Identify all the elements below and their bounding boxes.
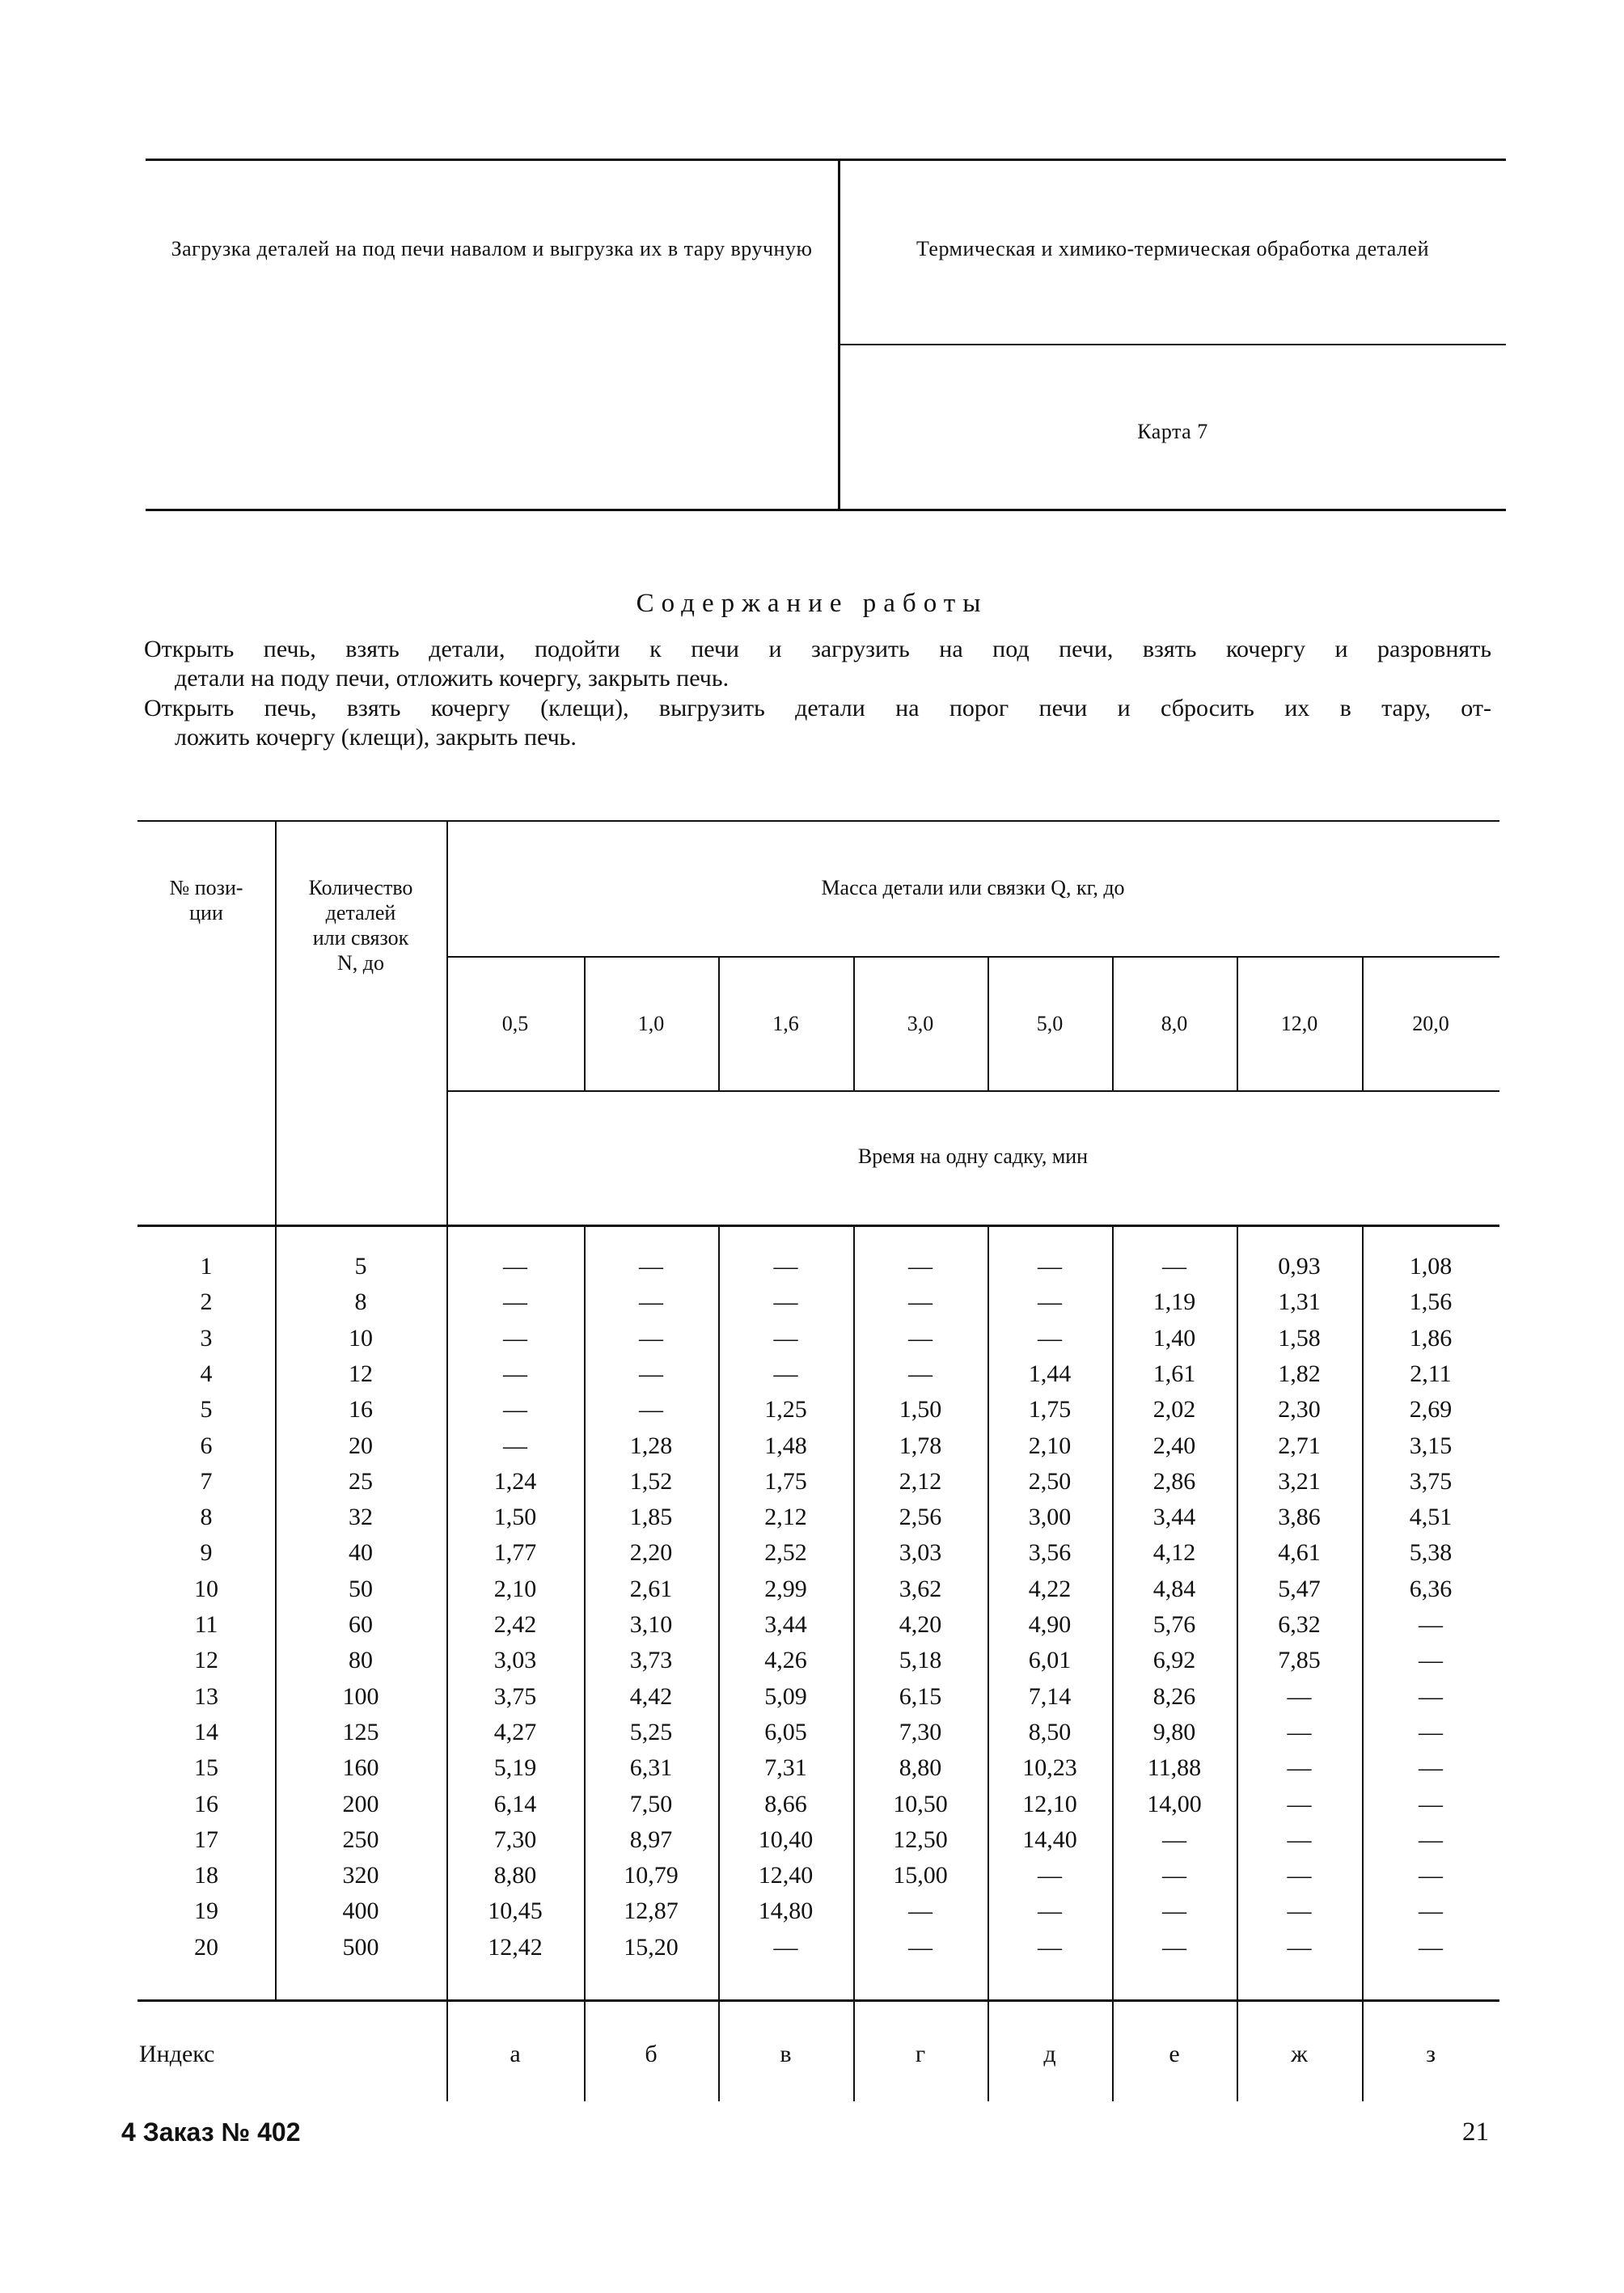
time-value-cell: 1,85 [629, 1504, 673, 1530]
time-value-cell: — [639, 1360, 663, 1387]
time-value-cell: 3,10 [629, 1611, 673, 1638]
index-cell: в [780, 2041, 792, 2067]
index-cell: з [1426, 2041, 1436, 2067]
time-value-cell: 4,20 [899, 1611, 942, 1638]
time-value-cell: 3,86 [1278, 1504, 1321, 1530]
time-value-cell: — [908, 1288, 933, 1315]
time-value-cell: 1,48 [764, 1432, 807, 1459]
time-value-cell: — [1419, 1862, 1443, 1889]
time-value-cell: 8,80 [899, 1754, 942, 1781]
count-cell: 200 [342, 1791, 379, 1817]
count-cell: 20 [349, 1432, 373, 1459]
time-value-cell: 5,19 [493, 1754, 537, 1781]
time-value-cell: 2,20 [629, 1539, 673, 1566]
count-cell: 160 [342, 1754, 379, 1781]
time-value-cell: 2,10 [1028, 1432, 1072, 1459]
time-value-cell: 4,27 [493, 1719, 537, 1745]
time-value-cell: 5,09 [764, 1683, 807, 1710]
time-value-cell: — [1419, 1683, 1443, 1710]
time-value-cell: 2,61 [629, 1576, 673, 1602]
time-value-cell: — [1287, 1897, 1312, 1924]
time-value-cell: 3,15 [1409, 1432, 1453, 1459]
time-value-cell: — [1162, 1826, 1186, 1853]
time-value-cell: 1,75 [1028, 1396, 1072, 1423]
time-value-cell: — [639, 1396, 663, 1423]
time-value-cell: — [1419, 1791, 1443, 1817]
time-value-cell: 3,44 [764, 1611, 807, 1638]
time-value-cell: 12,40 [758, 1862, 814, 1889]
count-cell: 25 [349, 1468, 373, 1495]
index-cell: д [1043, 2041, 1056, 2067]
count-cell: 12 [349, 1360, 373, 1387]
time-value-cell: 1,58 [1278, 1325, 1321, 1352]
table-rule-header [137, 1225, 1499, 1227]
table-rule-top [137, 820, 1499, 822]
time-value-cell: — [503, 1253, 527, 1280]
mass-column-header: 0,5 [501, 1012, 529, 1035]
time-value-cell: — [773, 1288, 798, 1315]
time-value-cell: — [1287, 1862, 1312, 1889]
time-value-cell: — [773, 1325, 798, 1352]
count-cell: 125 [342, 1719, 379, 1745]
paragraph-line: Открыть печь, взять кочергу (клещи), выгрузить детали на порог печи и сбросить их в тару, от- [144, 695, 1491, 721]
time-value-cell: — [1038, 1253, 1062, 1280]
work-paragraph-1 [144, 635, 1491, 693]
time-value-cell: 2,12 [899, 1468, 942, 1495]
time-value-cell: 11,88 [1147, 1754, 1202, 1781]
time-value-cell: — [1162, 1897, 1186, 1924]
mass-column-header: 8,0 [1161, 1012, 1188, 1035]
time-value-cell: 3,03 [493, 1647, 537, 1673]
time-value-cell: 1,08 [1409, 1253, 1453, 1280]
time-value-cell: 1,61 [1152, 1360, 1196, 1387]
time-value-cell: — [1419, 1719, 1443, 1745]
index-cell: ж [1291, 2041, 1308, 2067]
time-value-cell: 1,77 [493, 1539, 537, 1566]
position-cell: 15 [194, 1754, 218, 1781]
time-value-cell: 1,75 [764, 1468, 807, 1495]
position-cell: 2 [200, 1288, 213, 1315]
time-value-cell: 3,56 [1028, 1539, 1072, 1566]
section-title: Содержание работы [636, 589, 988, 618]
time-value-cell: 3,00 [1028, 1504, 1072, 1530]
time-value-cell: 12,50 [893, 1826, 948, 1853]
time-value-cell: 4,22 [1028, 1576, 1072, 1602]
time-value-cell: 1,50 [493, 1504, 537, 1530]
time-value-cell: — [639, 1325, 663, 1352]
count-cell: 5 [354, 1253, 367, 1280]
position-cell: 12 [194, 1647, 218, 1673]
count-cell: 250 [342, 1826, 379, 1853]
work-paragraph-2 [144, 694, 1491, 752]
time-value-cell: — [773, 1253, 798, 1280]
position-cell: 19 [194, 1897, 218, 1924]
time-value-cell: 2,42 [493, 1611, 537, 1638]
time-value-cell: — [1419, 1754, 1443, 1781]
header-divider-vertical [838, 161, 840, 509]
time-value-cell: 7,30 [493, 1826, 537, 1853]
time-value-cell: 1,50 [899, 1396, 942, 1423]
norms-table [137, 820, 1499, 2101]
time-value-cell: 5,18 [899, 1647, 942, 1673]
count-cell: 10 [349, 1325, 373, 1352]
time-value-cell: 1,44 [1028, 1360, 1072, 1387]
count-cell: 60 [349, 1611, 373, 1638]
time-value-cell: — [773, 1360, 798, 1387]
position-cell: 11 [194, 1611, 218, 1638]
time-value-cell: — [503, 1288, 527, 1315]
time-value-cell: — [1419, 1934, 1443, 1961]
mass-column-header: 20,0 [1412, 1012, 1449, 1035]
position-cell: 20 [194, 1934, 218, 1961]
time-value-cell: 8,26 [1152, 1683, 1196, 1710]
col-header-count: Количество деталей или связок N, до [308, 876, 413, 975]
time-value-cell: 12,42 [488, 1934, 543, 1961]
time-value-cell: 6,15 [899, 1683, 942, 1710]
time-value-cell: 8,50 [1028, 1719, 1072, 1745]
time-value-cell: — [503, 1360, 527, 1387]
time-value-cell: 2,56 [899, 1504, 942, 1530]
time-value-cell: 4,61 [1278, 1539, 1321, 1566]
time-value-cell: 9,80 [1152, 1719, 1196, 1745]
time-value-cell: — [1287, 1934, 1312, 1961]
time-value-cell: 14,40 [1022, 1826, 1077, 1853]
position-cell: 16 [194, 1791, 218, 1817]
time-header: Время на одну садку, мин [857, 1144, 1089, 1168]
time-value-cell: 3,73 [629, 1647, 673, 1673]
time-value-cell: — [1038, 1862, 1062, 1889]
count-cell: 40 [349, 1539, 373, 1566]
time-value-cell: — [1162, 1253, 1186, 1280]
time-value-cell: 6,92 [1152, 1647, 1196, 1673]
operation-title: Загрузка деталей на под печи навалом и выгрузка их в тару вручную [171, 237, 813, 260]
time-value-cell: 2,52 [764, 1539, 807, 1566]
time-value-cell: — [1419, 1826, 1443, 1853]
mass-column-header: 1,6 [772, 1012, 799, 1035]
time-value-cell: 10,23 [1022, 1754, 1077, 1781]
header-block [146, 159, 1506, 511]
position-cell: 17 [194, 1826, 218, 1853]
time-value-cell: 8,97 [629, 1826, 673, 1853]
time-value-cell: 0,93 [1278, 1253, 1321, 1280]
time-value-cell: — [773, 1934, 798, 1961]
table-rule-mass [446, 956, 1499, 958]
time-value-cell: — [1419, 1897, 1443, 1924]
time-value-cell: 6,01 [1028, 1647, 1072, 1673]
count-cell: 320 [342, 1862, 379, 1889]
time-value-cell: — [639, 1288, 663, 1315]
time-value-cell: — [908, 1360, 933, 1387]
time-value-cell: — [1038, 1897, 1062, 1924]
time-value-cell: — [908, 1325, 933, 1352]
time-value-cell: 10,50 [893, 1791, 948, 1817]
time-value-cell: 2,11 [1410, 1360, 1452, 1387]
time-value-cell: 1,31 [1278, 1288, 1321, 1315]
time-value-cell: 4,12 [1152, 1539, 1196, 1566]
count-cell: 8 [354, 1288, 367, 1315]
time-value-cell: 2,30 [1278, 1396, 1321, 1423]
time-value-cell: 4,42 [629, 1683, 673, 1710]
time-value-cell: 4,26 [764, 1647, 807, 1673]
time-value-cell: 10,45 [488, 1897, 543, 1924]
time-value-cell: 2,69 [1409, 1396, 1453, 1423]
time-value-cell: — [1287, 1754, 1312, 1781]
order-number: 4 Заказ № 402 [121, 2117, 301, 2147]
time-value-cell: 6,32 [1278, 1611, 1321, 1638]
mass-column-header: 1,0 [637, 1012, 665, 1035]
position-cell: 5 [200, 1396, 213, 1423]
time-value-cell: 2,02 [1152, 1396, 1196, 1423]
page-number: 21 [1462, 2117, 1489, 2147]
position-cell: 3 [200, 1325, 213, 1352]
time-value-cell: 3,21 [1278, 1468, 1321, 1495]
mass-column-header: 12,0 [1280, 1012, 1318, 1035]
time-value-cell: — [1162, 1934, 1186, 1961]
index-cell: е [1169, 2041, 1180, 2067]
mass-column-header: 5,0 [1036, 1012, 1064, 1035]
time-value-cell: 2,50 [1028, 1468, 1072, 1495]
position-cell: 13 [194, 1683, 218, 1710]
time-value-cell: 1,28 [629, 1432, 673, 1459]
time-value-cell: 7,31 [764, 1754, 807, 1781]
time-value-cell: 6,31 [629, 1754, 673, 1781]
time-value-cell: 1,86 [1409, 1325, 1453, 1352]
time-value-cell: 1,40 [1152, 1325, 1196, 1352]
time-value-cell: — [908, 1897, 933, 1924]
count-cell: 50 [349, 1576, 373, 1602]
time-value-cell: 1,82 [1278, 1360, 1321, 1387]
time-value-cell: 6,36 [1409, 1576, 1453, 1602]
time-value-cell: 4,51 [1409, 1504, 1453, 1530]
time-value-cell: 6,05 [764, 1719, 807, 1745]
time-value-cell: 6,14 [493, 1791, 537, 1817]
time-value-cell: — [1038, 1288, 1062, 1315]
time-value-cell: 8,80 [493, 1862, 537, 1889]
table-rule-body-end [137, 1999, 1499, 2002]
time-value-cell: 12,10 [1022, 1791, 1077, 1817]
position-cell: 1 [200, 1253, 213, 1280]
time-value-cell: 5,25 [629, 1719, 673, 1745]
time-value-cell: 7,14 [1028, 1683, 1072, 1710]
paragraph-line: ложить кочергу (клещи), закрыть печь. [175, 724, 577, 751]
mass-column-header: 3,0 [907, 1012, 934, 1035]
time-value-cell: — [908, 1253, 933, 1280]
time-value-cell: 14,00 [1147, 1791, 1202, 1817]
index-cell: б [645, 2041, 658, 2067]
count-cell: 80 [349, 1647, 373, 1673]
time-value-cell: — [1162, 1862, 1186, 1889]
count-cell: 16 [349, 1396, 373, 1423]
time-value-cell: 5,76 [1152, 1611, 1196, 1638]
time-value-cell: 1,52 [629, 1468, 673, 1495]
time-value-cell: 3,44 [1152, 1504, 1196, 1530]
position-cell: 6 [200, 1432, 213, 1459]
paragraph-line: детали на поду печи, отложить кочергу, закрыть печь. [175, 665, 730, 692]
time-value-cell: 3,62 [899, 1576, 942, 1602]
time-value-cell: 10,79 [624, 1862, 679, 1889]
time-value-cell: 1,78 [899, 1432, 942, 1459]
mass-header: Масса детали или связки Q, кг, до [821, 876, 1125, 899]
time-value-cell: 2,12 [764, 1504, 807, 1530]
time-value-cell: — [1287, 1791, 1312, 1817]
count-cell: 32 [349, 1504, 373, 1530]
time-value-cell: 7,50 [629, 1791, 673, 1817]
position-cell: 10 [194, 1576, 218, 1602]
time-value-cell: 1,24 [493, 1468, 537, 1495]
time-value-cell: 4,90 [1028, 1611, 1072, 1638]
time-value-cell: 2,71 [1278, 1432, 1321, 1459]
paragraph-line: Открыть печь, взять детали, подойти к печи и загрузить на под печи, взять кочергу и разровнять [144, 636, 1491, 662]
time-value-cell: — [1287, 1719, 1312, 1745]
card-number: Карта 7 [1137, 420, 1208, 443]
position-cell: 7 [200, 1468, 213, 1495]
time-value-cell: — [1038, 1934, 1062, 1961]
time-value-cell: 3,75 [493, 1683, 537, 1710]
count-cell: 100 [342, 1683, 379, 1710]
time-value-cell: — [639, 1253, 663, 1280]
time-value-cell: 14,80 [758, 1897, 814, 1924]
index-cell: г [915, 2041, 926, 2067]
header-divider-horizontal [839, 344, 1506, 345]
position-cell: 18 [194, 1862, 218, 1889]
time-value-cell: 7,85 [1278, 1647, 1321, 1673]
time-value-cell: 2,10 [493, 1576, 537, 1602]
time-value-cell: 2,40 [1152, 1432, 1196, 1459]
time-value-cell: 4,84 [1152, 1576, 1196, 1602]
index-cell: а [510, 2041, 521, 2067]
time-value-cell: 10,40 [758, 1826, 814, 1853]
time-value-cell: 7,30 [899, 1719, 942, 1745]
time-value-cell: 15,20 [624, 1934, 679, 1961]
time-value-cell: — [1287, 1826, 1312, 1853]
time-value-cell: — [503, 1325, 527, 1352]
time-value-cell: — [1419, 1647, 1443, 1673]
position-cell: 9 [200, 1539, 213, 1566]
position-cell: 4 [200, 1360, 213, 1387]
count-cell: 400 [342, 1897, 379, 1924]
time-value-cell: — [1038, 1325, 1062, 1352]
time-value-cell: 3,75 [1409, 1468, 1453, 1495]
position-cell: 14 [194, 1719, 218, 1745]
table-rule-time [446, 1090, 1499, 1092]
time-value-cell: — [503, 1432, 527, 1459]
time-value-cell: 12,87 [624, 1897, 679, 1924]
time-value-cell: 15,00 [893, 1862, 948, 1889]
process-category: Термическая и химико-термическая обработка деталей [916, 237, 1429, 260]
time-value-cell: 1,25 [764, 1396, 807, 1423]
col-header-position: № пози- ции [169, 876, 243, 924]
time-value-cell: 5,47 [1278, 1576, 1321, 1602]
time-value-cell: 2,99 [764, 1576, 807, 1602]
time-value-cell: — [1287, 1683, 1312, 1710]
time-value-cell: 3,03 [899, 1539, 942, 1566]
time-value-cell: 1,56 [1409, 1288, 1453, 1315]
count-cell: 500 [342, 1934, 379, 1961]
time-value-cell: 2,86 [1152, 1468, 1196, 1495]
time-value-cell: — [1419, 1611, 1443, 1638]
time-value-cell: — [503, 1396, 527, 1423]
time-value-cell: — [908, 1934, 933, 1961]
index-label: Индекс [139, 2041, 215, 2067]
time-value-cell: 1,19 [1152, 1288, 1196, 1315]
position-cell: 8 [200, 1504, 213, 1530]
time-value-cell: 5,38 [1409, 1539, 1453, 1566]
time-value-cell: 8,66 [764, 1791, 807, 1817]
